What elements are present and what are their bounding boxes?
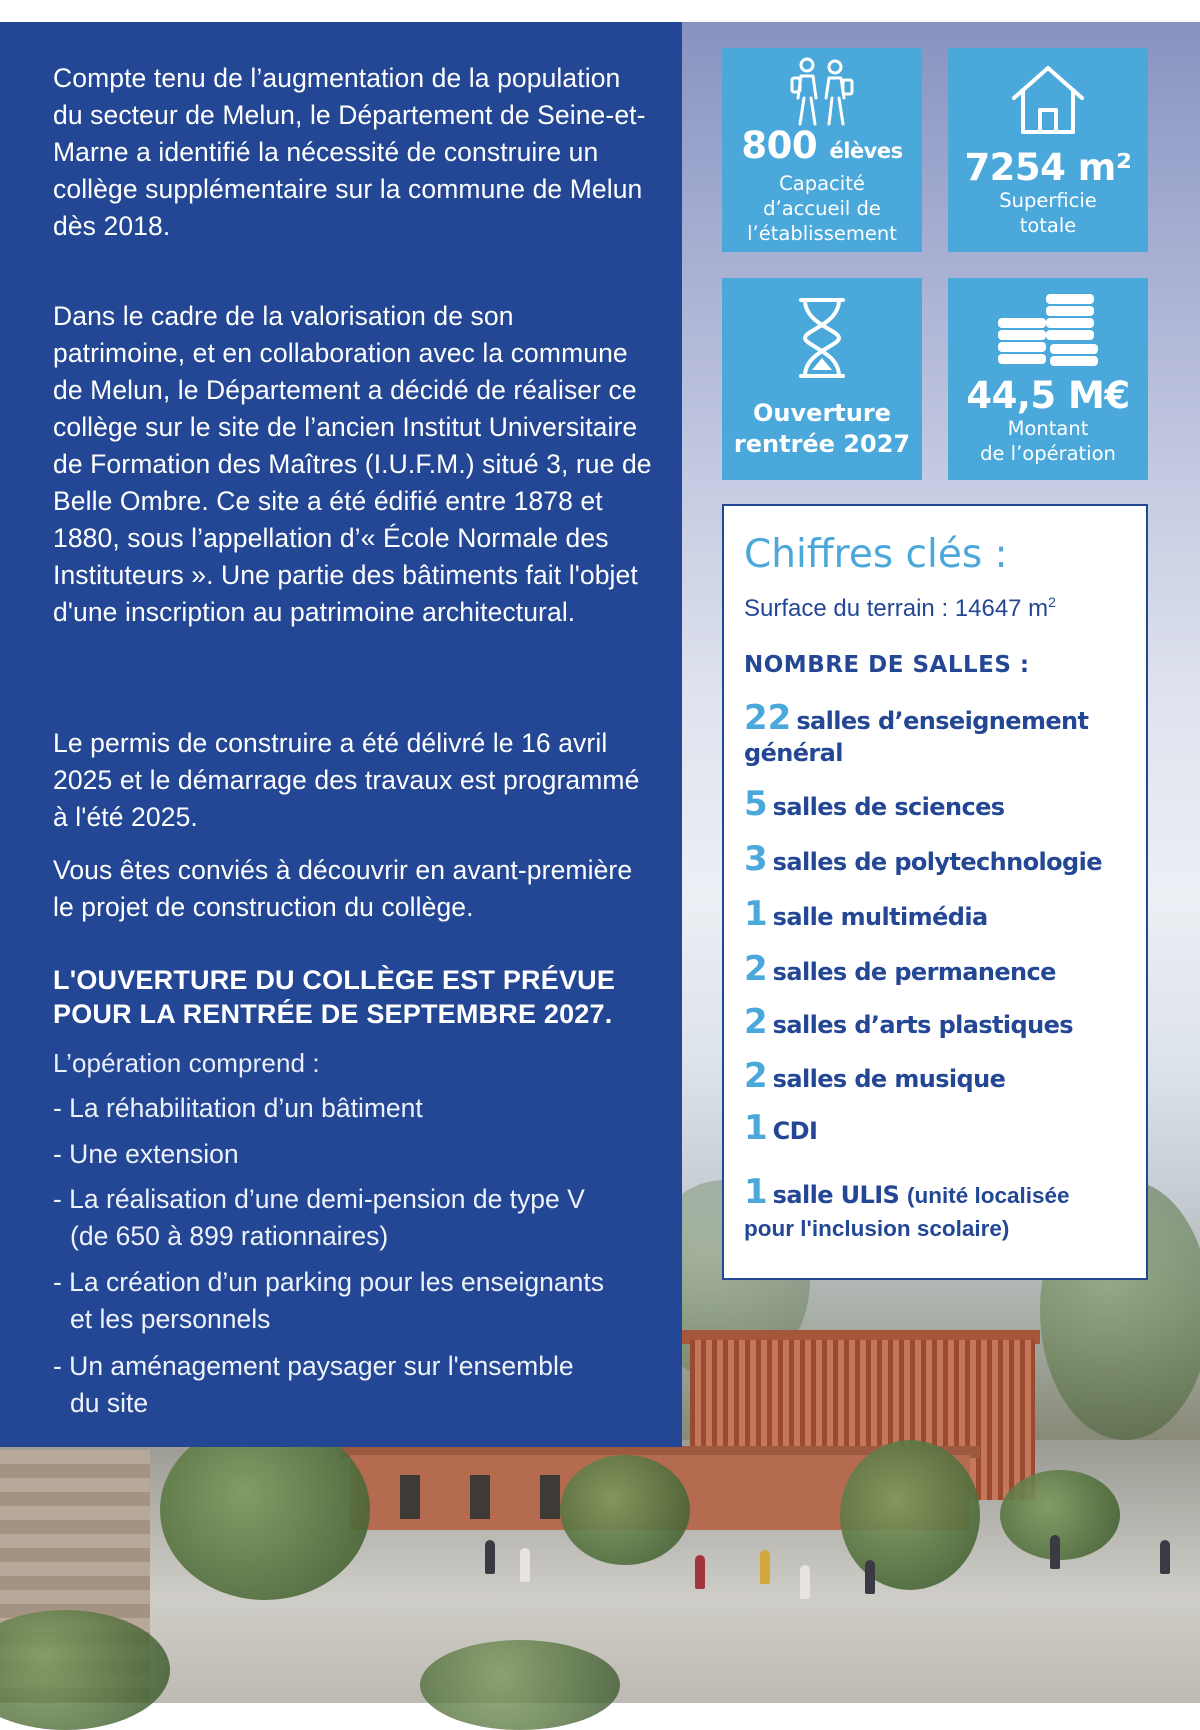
operation-item: - La réalisation d’une demi-pension de type V xyxy=(53,1184,585,1214)
person-figure xyxy=(1160,1540,1170,1574)
room-label: salles d’enseignement xyxy=(796,707,1089,735)
opening-announcement: L'OUVERTURE DU COLLÈGE EST PRÉVUE POUR LA RENTRÉE DE SEPTEMBRE 2027. xyxy=(53,965,616,1029)
room-label: salle multimédia xyxy=(772,903,988,931)
building-window xyxy=(540,1475,560,1519)
tree-canopy xyxy=(160,1420,370,1600)
budget-caption-1: Montant xyxy=(1007,417,1089,440)
room-item xyxy=(744,839,1144,879)
tree-canopy xyxy=(420,1640,620,1730)
budget-value: 44,5 M€ xyxy=(966,374,1130,417)
students-tile xyxy=(722,48,922,252)
building-window xyxy=(400,1475,420,1519)
room-label: salles de permanence xyxy=(772,958,1056,986)
room-count: 1 xyxy=(744,894,768,934)
opening-line-1: Ouverture xyxy=(753,399,891,427)
intro-paragraph-2: Dans le cadre de la valorisation de son patrimoine, et en collaboration avec la commune de Melun, le Département a décidé de réaliser ce collège sur le site de l’ancien Institut Universitaire de Formation des Maîtres (I.U.F.M.) situé 3, rue de Belle Ombre. Ce site a été édifié entre 1878 et 1880, sous l’appellation d’« École Normale des Instituteurs ». Une partie des bâtiments fait l'objet d'une inscription au patrimoine architectural. xyxy=(53,301,652,627)
room-item xyxy=(744,1002,1144,1042)
operation-item: - La création d’un parking pour les enseignants xyxy=(53,1267,604,1297)
land-surface xyxy=(744,594,1056,623)
person-figure xyxy=(485,1540,495,1574)
operation-item: - Une extension xyxy=(53,1139,239,1169)
tree-canopy xyxy=(1000,1470,1120,1560)
room-item xyxy=(744,784,1144,824)
room-count: 2 xyxy=(744,949,768,989)
room-label-continuation: général xyxy=(744,739,843,767)
opening-tile xyxy=(722,278,922,480)
room-count: 22 xyxy=(744,698,792,738)
room-label: salle ULIS xyxy=(772,1181,900,1209)
students-caption-3: l’établissement xyxy=(747,222,897,245)
building-window xyxy=(470,1475,490,1519)
ulis-note-2: pour l'inclusion scolaire) xyxy=(744,1216,1010,1241)
students-caption-2: d’accueil de xyxy=(763,197,881,220)
intro-paragraph-3: Le permis de construire a été délivré le 16 avril 2025 et le démarrage des travaux est programmé à l'été 2025. xyxy=(53,728,640,832)
room-count: 3 xyxy=(744,839,768,879)
person-figure xyxy=(760,1550,770,1584)
person-figure xyxy=(865,1560,875,1594)
budget-tile xyxy=(948,278,1148,480)
students-icon xyxy=(787,56,857,128)
students-value: 800 xyxy=(741,124,818,167)
budget-caption-2: de l’opération xyxy=(980,442,1116,465)
key-figures-title: Chiffres clés : xyxy=(744,532,1008,577)
students-unit: élèves xyxy=(829,139,903,163)
operation-item: - Un aménagement paysager sur l'ensemble xyxy=(53,1351,574,1381)
room-label: salles d’arts plastiques xyxy=(772,1011,1073,1039)
room-item xyxy=(744,1172,1144,1245)
intro-paragraph-1: Compte tenu de l’augmentation de la population du secteur de Melun, le Département de Seine-et-Marne a identifié la nécessité de construire un collège supplémentaire sur la commune de Melun dès 2018. xyxy=(53,63,646,241)
hourglass-icon xyxy=(795,296,849,380)
area-value: 7254 m² xyxy=(964,146,1132,189)
operation-intro: L’opération comprend : xyxy=(53,1048,320,1078)
tree-canopy xyxy=(560,1455,690,1565)
room-label: salles de polytechnologie xyxy=(772,848,1102,876)
room-label: CDI xyxy=(772,1117,818,1145)
operation-item-continuation: (de 650 à 899 rationnaires) xyxy=(70,1221,389,1251)
room-count: 2 xyxy=(744,1002,768,1042)
rooms-heading: NOMBRE DE SALLES : xyxy=(744,652,1030,678)
room-item xyxy=(744,1056,1144,1096)
room-item xyxy=(744,1108,1144,1148)
room-count: 1 xyxy=(744,1108,768,1148)
operation-item: - La réhabilitation d’un bâtiment xyxy=(53,1093,423,1123)
key-figures-box xyxy=(722,504,1148,1280)
operation-item-continuation: et les personnels xyxy=(70,1304,271,1334)
room-item xyxy=(744,698,1144,769)
coins-icon xyxy=(994,292,1102,374)
area-tile xyxy=(948,48,1148,252)
person-figure xyxy=(800,1565,810,1599)
land-surface-sup: 2 xyxy=(1048,594,1056,610)
room-count: 2 xyxy=(744,1056,768,1096)
room-item xyxy=(744,949,1144,989)
person-figure xyxy=(695,1555,705,1589)
room-count: 5 xyxy=(744,784,768,824)
room-item xyxy=(744,894,1144,934)
ulis-note-1: (unité localisée xyxy=(907,1183,1070,1208)
room-count: 1 xyxy=(744,1172,768,1212)
area-caption-1: Superficie xyxy=(999,189,1097,212)
person-figure xyxy=(1050,1535,1060,1569)
tree-canopy xyxy=(840,1440,980,1590)
person-figure xyxy=(520,1548,530,1582)
students-caption-1: Capacité xyxy=(779,172,865,195)
room-label: salles de sciences xyxy=(772,793,1005,821)
room-label: salles de musique xyxy=(772,1065,1006,1093)
operation-item-continuation: du site xyxy=(70,1388,149,1418)
house-icon xyxy=(1008,60,1088,140)
intro-panel xyxy=(0,22,682,1447)
intro-paragraph-4: Vous êtes conviés à découvrir en avant-première le projet de construction du collège. xyxy=(53,855,633,922)
opening-line-2: rentrée 2027 xyxy=(733,430,911,458)
land-surface-label: Surface du terrain : 14647 m xyxy=(744,595,1049,622)
area-caption-2: totale xyxy=(1019,214,1077,237)
